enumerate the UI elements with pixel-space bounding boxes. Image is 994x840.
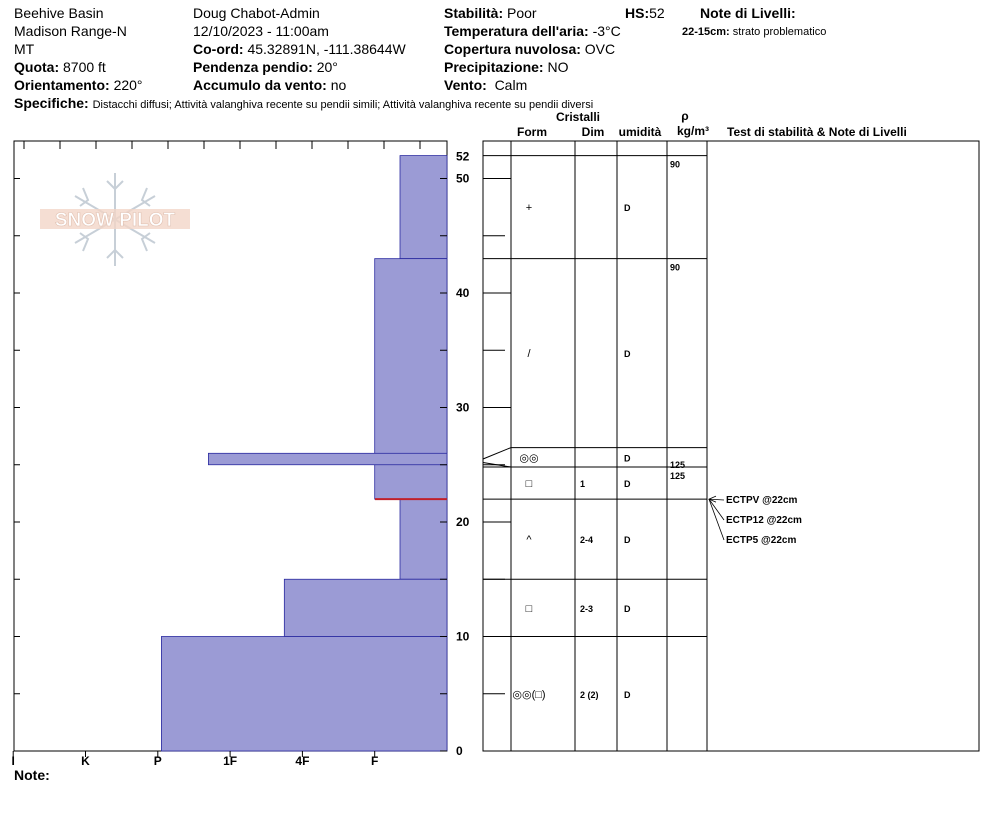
depth-tick-label: 10 <box>456 629 470 644</box>
layer-density: 90 <box>670 262 681 273</box>
layer-moisture: D <box>624 535 631 546</box>
layer-grain-form: □ <box>525 478 533 491</box>
wind-loading-value: no <box>330 77 347 93</box>
state: MT <box>14 41 35 57</box>
layer-grain-size: 2-4 <box>580 535 594 546</box>
specifics-text: Distacchi diffusi; Attività valanghiva recente su pendii simili; Attività valanghiva recente su pendii diversi <box>92 99 594 111</box>
layer-notes-title: Note di Livelli: <box>700 5 796 21</box>
header-crystals: Cristalli <box>555 110 601 124</box>
header-rho: ρ <box>681 109 689 123</box>
notes-label: Note: <box>14 767 50 783</box>
depth-tick-label: 0 <box>456 744 463 758</box>
slope-value: 20° <box>316 59 338 75</box>
hardness-bar <box>161 637 447 752</box>
stability-test-label: ECTPV @22cm <box>726 495 798 506</box>
layer-moisture: D <box>624 479 631 490</box>
hardness-tick-label: K <box>81 754 90 768</box>
header-density-unit: kg/m³ <box>676 124 710 138</box>
stability-value: Poor <box>507 5 537 21</box>
hardness-bar <box>284 579 447 636</box>
range: Madison Range-N <box>14 23 127 39</box>
depth-tick-label: 20 <box>456 515 470 529</box>
layer-moisture: D <box>624 603 631 614</box>
elevation-value: 8700 ft <box>63 59 106 75</box>
snowpilot-logo <box>40 173 190 266</box>
header-form: Form <box>517 125 547 139</box>
slope-label: Pendenza pendio: <box>193 59 313 75</box>
elevation-label: Quota: <box>14 59 60 75</box>
layer-grain-size: 1 <box>580 479 586 490</box>
layer-density: 125 <box>670 460 686 471</box>
depth-tick-label: 50 <box>456 171 470 186</box>
aspect-value: 220° <box>113 77 143 93</box>
hardness-tick-label: F <box>371 754 379 768</box>
location: Beehive Basin <box>14 5 104 21</box>
layer-grain-form: ◎◎ <box>519 452 539 465</box>
table-frame <box>483 141 979 751</box>
layer-grain-form: + <box>525 202 533 215</box>
datetime: 12/10/2023 - 11:00am <box>193 23 329 39</box>
precip-value: NO <box>547 59 569 75</box>
hardness-tick-label: 1F <box>223 754 238 768</box>
layer-grain-form: ◎◎(□) <box>512 688 546 701</box>
coord-value: 45.32891N, -111.38644W <box>247 41 406 57</box>
wind-value: Calm <box>494 77 528 93</box>
sky-label: Copertura nuvolosa: <box>444 41 581 57</box>
layer-note-text: strato problematico <box>732 26 827 38</box>
stability-test-arrow <box>709 499 724 540</box>
hs-value: 52 <box>649 5 665 21</box>
layer-moisture: D <box>624 453 631 464</box>
hardness-tick-label: 4F <box>295 754 310 768</box>
hardness-bar <box>208 453 447 464</box>
precip-label: Precipitazione: <box>444 59 544 75</box>
hardness-bar <box>400 499 447 579</box>
layer-moisture: D <box>624 689 631 700</box>
layer-grain-form: □ <box>525 602 533 615</box>
depth-tick-label: 40 <box>456 286 470 300</box>
header-moisture: umidità <box>618 125 662 139</box>
hardness-bar <box>400 156 447 259</box>
layer-density: 90 <box>670 159 681 170</box>
coord-label: Co-ord: <box>193 41 244 57</box>
hs-tick-label: 52 <box>456 149 470 164</box>
stability-test-label: ECTP5 @22cm <box>726 535 797 546</box>
wind-loading-label: Accumulo da vento: <box>193 77 327 93</box>
air-temp-value: -3°C <box>592 23 621 39</box>
layer-grain-size: 2-3 <box>580 603 594 614</box>
sky-value: OVC <box>584 41 616 57</box>
hardness-tick-label: I <box>11 754 15 768</box>
header-size: Dim <box>581 125 605 139</box>
layer-grain-form: / <box>527 348 531 361</box>
specifics-label: Specifiche: <box>14 95 89 111</box>
stability-test-arrow <box>709 499 724 520</box>
hs-label: HS: <box>625 5 650 21</box>
layer-note-depth: 22-15cm: <box>682 26 730 38</box>
layer-boundary <box>483 448 707 459</box>
layer-grain-form: ^ <box>526 534 532 547</box>
layer-grain-size: 2 (2) <box>580 689 599 700</box>
air-temp-label: Temperatura dell'aria: <box>444 23 589 39</box>
layer-density: 125 <box>670 471 686 482</box>
depth-tick-label: 30 <box>456 400 470 415</box>
hardness-tick-label: P <box>153 754 162 768</box>
wind-label: Vento: <box>444 77 487 93</box>
layer-moisture: D <box>624 203 631 214</box>
stability-label: Stabilità: <box>444 5 504 21</box>
stability-test-label: ECTP12 @22cm <box>726 515 802 526</box>
layer-moisture: D <box>624 349 631 360</box>
logo-text: SNOW PILOT <box>54 210 176 231</box>
aspect-label: Orientamento: <box>14 77 110 93</box>
observer: Doug Chabot-Admin <box>193 5 320 21</box>
header-stability-tests: Test di stabilità & Note di Livelli <box>727 125 907 139</box>
